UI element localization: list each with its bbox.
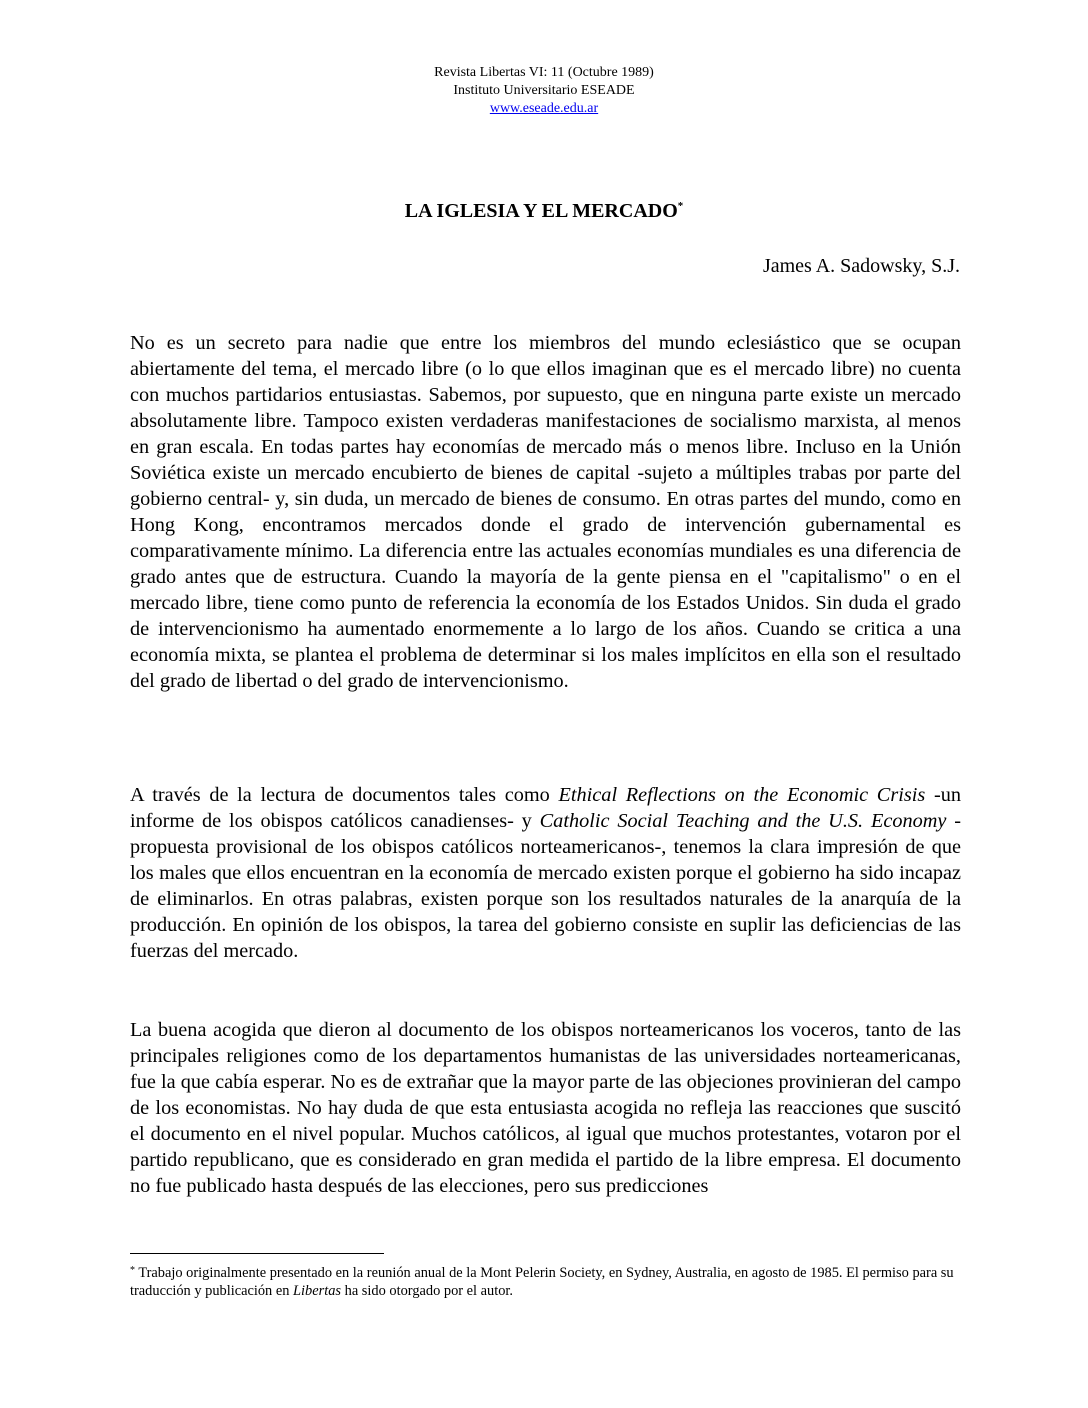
paragraph-2 <box>130 782 961 964</box>
paragraph-1: No es un secreto para nadie que entre los miembros del mundo eclesiástico que se ocupan abiertamente del tema, el mercado libre (o lo que ellos imaginan que es el mercado libre) no cuenta con muchos partidarios entusiastas. Sabemos, por supuesto, que en ninguna parte existe un mercado absolutamente libre. Tampoco existen verdaderas manifestaciones de socialismo marxista, al menos en gran escala. En todas partes hay economías de mercado más o menos libre. Incluso en la Unión Soviética existe un mercado encubierto de bienes de capital -sujeto a múltiples trabas por parte del gobierno central- y, sin duda, un mercado de bienes de consumo. En otras partes del mundo, como en Hong Kong, encontramos mercados donde el grado de intervención gubernamental es comparativamente mínimo. La diferencia entre las actuales economías mundiales es una diferencia de grado antes que de estructura. Cuando la mayoría de la gente piensa en el "capitalismo" o en el mercado libre, tiene como punto de referencia la economía de los Estados Unidos. Sin duda el grado de intervencionismo ha aumentado enormemente a lo largo de los años. Cuando se critica a una economía mixta, se plantea el problema de determinar si los males implícitos en ella son el resultado del grado de libertad o del grado de intervencionismo. <box>130 332 961 692</box>
cited-title-ethical-reflections: Ethical Reflections on the Economic Crisis <box>558 784 926 806</box>
footnote-journal-name: Libertas <box>293 1283 342 1299</box>
journal-citation: Revista Libertas VI: 11 (Octubre 1989) <box>434 65 654 80</box>
paragraph-2-text-c: -propuesta provisional de los obispos católicos norteamericanos-, tenemos la clara impresión de que los males que ellos encuentran en la economía de mercado existen porque el gobierno ha sido incapaz de eliminarlos. En otras palabras, existen porque son los resultados naturales de la anarquía de la producción. En opinión de los obispos, la tarea del gobierno consiste en suplir las deficiencias de las fuerzas del mercado. <box>130 810 961 962</box>
footnote-marker: * <box>130 1265 135 1276</box>
article-title <box>0 199 1088 223</box>
footnote-text-b: ha sido otorgado por el autor. <box>341 1283 514 1299</box>
journal-header <box>0 64 1088 118</box>
institution-name: Instituto Universitario ESEADE <box>453 83 635 98</box>
footnote-separator <box>130 1253 384 1254</box>
footnote <box>130 1264 965 1300</box>
title-footnote-marker[interactable]: * <box>677 200 684 212</box>
website-link[interactable]: www.eseade.edu.ar <box>489 101 599 116</box>
cited-title-catholic-social-teaching: Catholic Social Teaching and the U.S. Economy <box>539 810 947 832</box>
paragraph-2-text-b: -un informe de los obispos católicos canadienses- y <box>130 784 961 832</box>
paragraph-2-text-a: A través de la lectura de documentos tales como <box>130 784 559 806</box>
author-byline: James A. Sadowsky, S.J. <box>762 255 960 277</box>
paragraph-3: La buena acogida que dieron al documento de los obispos norteamericanos los voceros, tanto de las principales religiones como de los departamentos humanistas de las universidades norteamericanas, fue la que cabía esperar. No es de extrañar que la mayor parte de las objeciones provinieran del campo de los economistas. No hay duda de que esta entusiasta acogida no refleja las reacciones que suscitó el documento en el nivel popular. Muchos católicos, al igual que muchos protestantes, votaron por el partido republicano, que es considerado en gran medida el partido de la libre empresa. El documento no fue publicado hasta después de las elecciones, pero sus predicciones <box>130 1019 961 1197</box>
article-title-text: LA IGLESIA Y EL MERCADO <box>404 200 678 222</box>
footnote-text-a: Trabajo originalmente presentado en la reunión anual de la Mont Pelerin Society, en Sydney, Australia, en agosto de 1985. El permiso para su traducción y publicación en <box>130 1265 954 1299</box>
